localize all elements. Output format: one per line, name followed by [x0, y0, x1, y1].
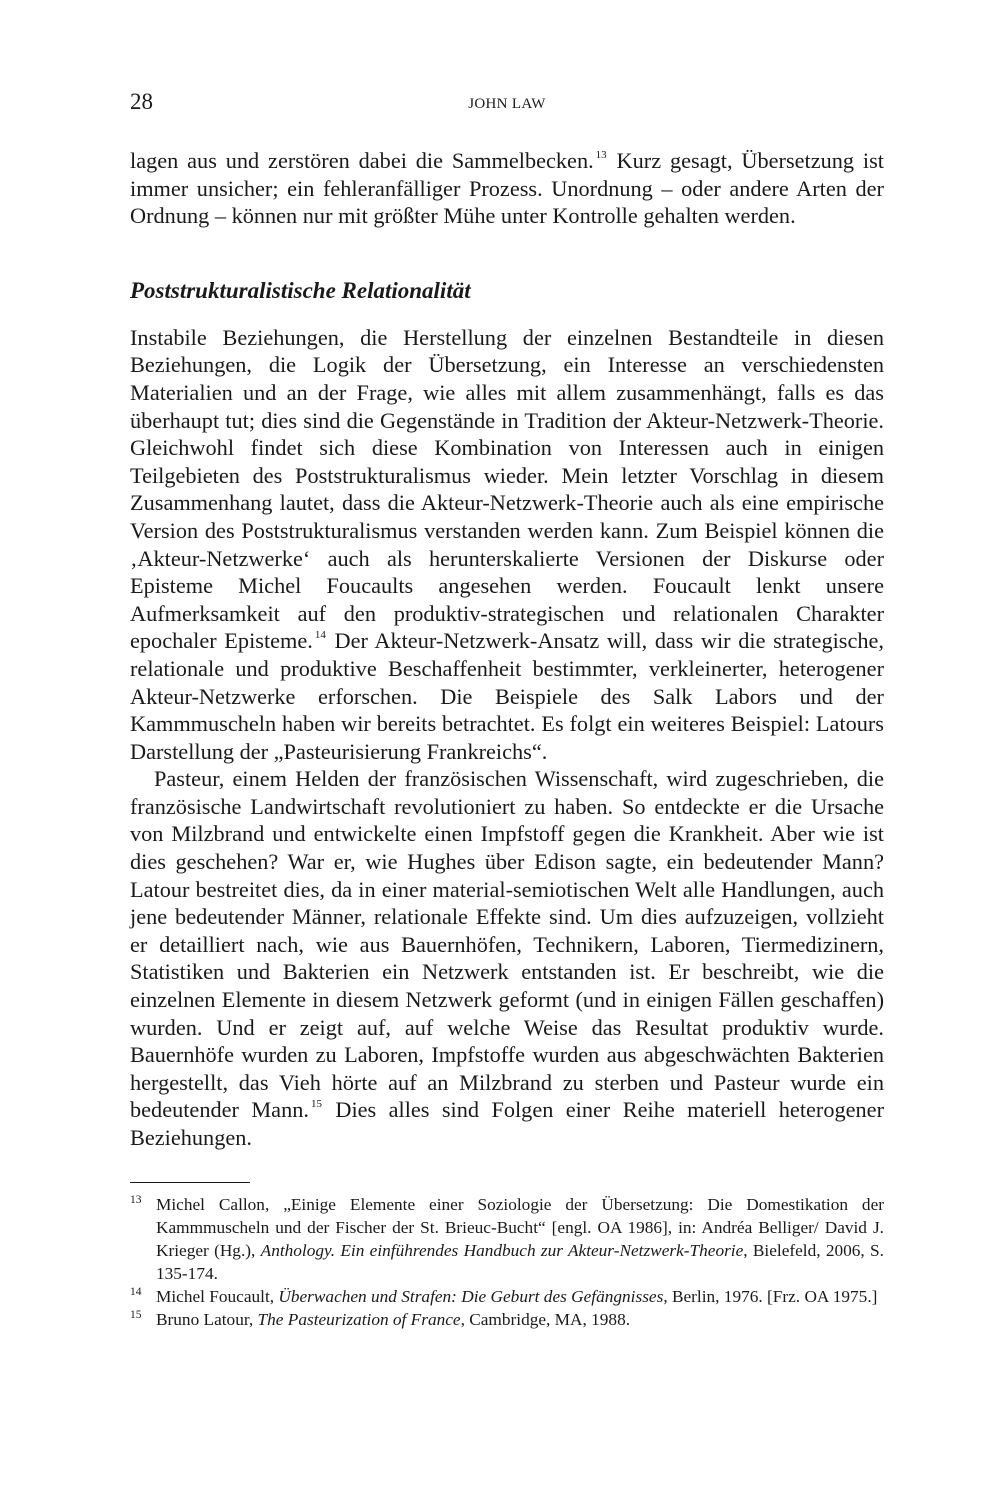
section-heading: Poststrukturalistische Relationalität — [130, 277, 471, 303]
paragraph-1 — [130, 147, 884, 230]
paragraph-2-text-b: Der Akteur-Netzwerk-Ansatz will, dass wir die strategische, relationale und produktive Beschaffenheit bestimmter, verkleinerter, heterogener Akteur-Netzwerke erforschen. Die Beispiele des Salk Labors und der Kammmuscheln haben wir bereits betrachtet. Es folgt ein weiteres Beispiel: Latours Darstellung der „Pasteurisierung Frankreichs“. — [130, 628, 884, 764]
footnote-text-part: Michel Foucault, — [156, 1287, 279, 1306]
footnote-text-part: , Bielefeld, 2006, S. 135-174. — [156, 1241, 884, 1283]
paragraph-1-text-a: lagen aus und zerstören dabei die Sammelbecken. — [130, 148, 594, 173]
paragraph-2-text-a: Instabile Beziehungen, die Herstellung der einzelnen Bestandteile in diesen Beziehungen, die Logik der Übersetzung, ein Interesse an verschiedensten Materialien und an der Frage, wie alles mit allem zusammenhängt, falls es das überhaupt tut; dies sind die Gegenstände in Tradition der Akteur-Netzwerk-Theorie. Gleichwohl findet sich diese Kombination von Interessen auch in einigen Teilgebieten des Poststrukturalismus wieder. Mein letzter Vorschlag in diesem Zusammenhang lautet, dass die Akteur-Netzwerk-Theorie auch als eine empirische Version des Poststrukturalismus verstanden werden kann. Zum Beispiel können die ‚Akteur-Netzwerke‘ auch als herunterskalierte Versionen der Diskurse oder Episteme Michel Foucaults angesehen werden. Foucault lenkt unsere Aufmerksamkeit auf den produktiv-strategischen und relationalen Charakter epochaler Episteme. — [130, 324, 884, 654]
footnote-title-italic: The Pasteurization of France — [257, 1310, 461, 1329]
footnote-number: 15 — [130, 1309, 142, 1321]
paragraph-3-text-b: Dies alles sind Folgen einer Reihe materiell heterogener Beziehungen. — [130, 1097, 884, 1150]
footnote-number: 14 — [130, 1286, 142, 1298]
footnote-text — [156, 1195, 884, 1283]
paragraph-3 — [130, 765, 884, 1151]
paragraph-3-text-a: Pasteur, einem Helden der französischen Wissenschaft, wird zugeschrieben, die französische Landwirtschaft revolutioniert zu haben. So entdeckte er die Ursache von Milzbrand und entwickelte einen Impfstoff gegen die Krankheit. Aber wie ist dies geschehen? War er, wie Hughes über Edison sagte, ein bedeutender Mann? Latour bestreitet dies, da in einer material-semiotischen Welt alle Handlungen, auch jene bedeutender Männer, relationale Effekte sind. Um dies aufzuzeigen, vollzieht er detailliert nach, wie aus Bauernhöfen, Technikern, Laboren, Tiermedizinern, Statistiken und Bakterien ein Netzwerk entstanden ist. Er beschreibt, wie die einzelnen Elemente in diesem Netzwerk geformt (und in einigen Fällen geschaffen) wurden. Und er zeigt auf, auf welche Weise das Resultat produktiv wurde. Bauernhöfe wurden zu Laboren, Impfstoffe wurden aus abgeschwächten Bakterien hergestellt, das Vieh hörte auf an Milzbrand zu sterben und Pasteur wurde ein bedeutender Mann. — [130, 766, 884, 1123]
footnote-text-part: , Cambridge, MA, 1988. — [460, 1310, 631, 1329]
footnote-text — [156, 1310, 630, 1329]
footnote-text-part: Michel Callon, „Einige Elemente einer Soziologie der Übersetzung: Die Domestikation der Kammmuscheln und der Fischer der St. Brieuc-Bucht“ [engl. OA 1986], in: Andréa Belliger/ David J. Krieger (Hg.), — [156, 1195, 884, 1260]
footnote-ref-15: 15 — [310, 1098, 322, 1111]
main-text — [130, 147, 884, 1152]
page-header — [130, 88, 884, 120]
footnotes — [130, 1193, 884, 1331]
footnote-ref-14: 14 — [314, 629, 326, 642]
footnote-text — [156, 1287, 877, 1306]
footnote-title-italic: Überwachen und Strafen: Die Geburt des Gefängnisses — [278, 1287, 664, 1306]
footnote-text-part: Bruno Latour, — [156, 1310, 258, 1329]
paragraph-2 — [130, 324, 884, 766]
footnote-15 — [130, 1308, 884, 1331]
footnote-text-part: , Berlin, 1976. [Frz. OA 1975.] — [663, 1287, 878, 1306]
footnote-number: 13 — [130, 1194, 142, 1206]
footnote-title-italic: Anthology. Ein einführendes Handbuch zur Akteur-Netzwerk-Theorie — [260, 1241, 744, 1260]
footnote-13 — [130, 1193, 884, 1285]
paragraph-1-text-b: Kurz gesagt, Übersetzung ist immer unsicher; ein fehleranfälliger Prozess. Unordnung – oder andere Arten der Ordnung – können nur mit größter Mühe unter Kontrolle gehalten werden. — [130, 148, 884, 229]
footnote-ref-13: 13 — [595, 149, 607, 161]
running-head: JOHN LAW — [468, 96, 546, 112]
footnote-14 — [130, 1285, 884, 1308]
page-number: 28 — [130, 89, 153, 114]
footnote-divider — [130, 1182, 250, 1183]
